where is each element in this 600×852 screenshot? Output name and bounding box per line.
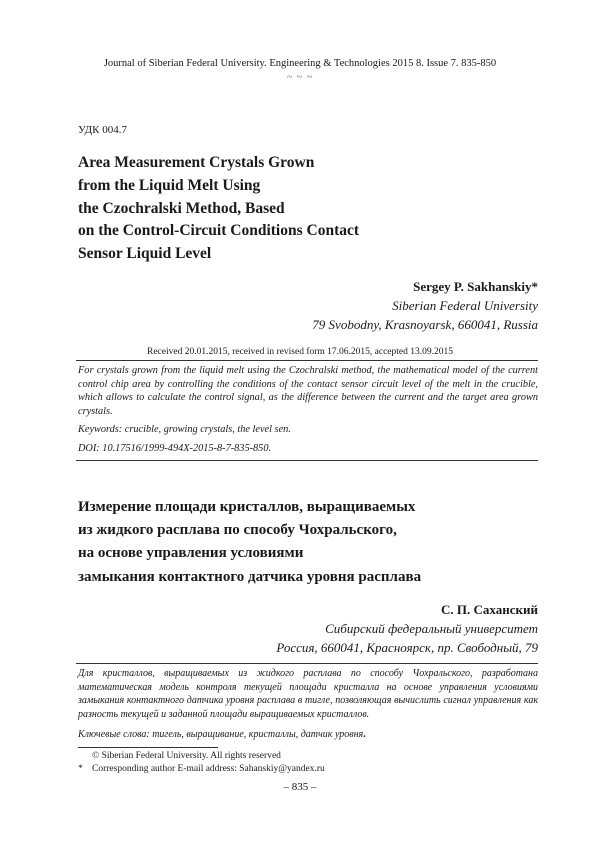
abstract-ru: Для кристаллов, выращиваемых из жидкого расплава по способу Чохральского, разработана математическая модель контроля текущей площади кристалла на основе управления условиями замыкания контактного датчика уровня расплава в тигле, позволяющая вычислить сигнал управления как разность текущей и заданной площади выращиваемых кристаллов. <box>78 668 538 720</box>
keywords-ru <box>78 729 366 740</box>
title-en-line: from the Liquid Melt Using <box>78 176 261 194</box>
keywords-ru-text: Ключевые слова: тигель, выращивание, кристаллы, датчик уровня <box>78 729 364 740</box>
udk-code: УДК 004.7 <box>78 124 128 136</box>
title-ru <box>78 496 421 589</box>
abstract-en: For crystals grown from the liquid melt using the Czochralski method, the mathematical model of the current control chip area by controlling the conditions of the contact sensor circuit level of the melt in the crucible, which allows to calculate the control signal, as the difference between the current and the target area grown crystals. <box>78 365 538 417</box>
author-ru-affiliation: Сибирский федеральный университет <box>325 621 538 636</box>
title-ru-line: на основе управления условиями <box>78 545 304 562</box>
author-en-address: 79 Svobodny, Krasnoyarsk, 660041, Russia <box>312 317 538 332</box>
author-ru-address: Россия, 660041, Красноярск, пр. Свободный, 79 <box>276 640 538 655</box>
footnote-rule <box>78 747 218 748</box>
title-en-line: Area Measurement Crystals Grown <box>78 154 315 171</box>
received-dates: Received 20.01.2015, received in revised form 17.06.2015, accepted 13.09.2015 <box>146 347 454 357</box>
title-en-line: Sensor Liquid Level <box>78 245 212 263</box>
ru-abstract-top-rule <box>76 663 538 664</box>
title-ru-line: замыкания контактного датчика уровня расплава <box>78 568 422 585</box>
title-en <box>78 152 359 266</box>
footnote-asterisk: * <box>78 764 83 774</box>
title-ru-line: из жидкого расплава по способу Чохральского, <box>78 522 397 539</box>
keywords-ru-period: . <box>363 729 366 740</box>
author-en-affiliation: Siberian Federal University <box>392 298 538 313</box>
abstract-bottom-rule <box>76 460 538 461</box>
author-ru-name: С. П. Саханский <box>441 602 538 617</box>
title-en-line: the Czochralski Method, Based <box>78 199 285 217</box>
footnote-corresponding: Corresponding author E-mail address: Sahanskiy@yandex.ru <box>92 764 325 774</box>
journal-header: Journal of Siberian Federal University. Engineering & Technologies 2015 8. Issue 7. 835-850 <box>103 58 497 69</box>
doi: DOI: 10.17516/1999-494X-2015-8-7-835-850. <box>78 443 272 454</box>
title-ru-line: Измерение площади кристаллов, выращиваемых <box>78 499 416 515</box>
keywords-en: Keywords: crucible, growing crystals, the level sen. <box>78 424 291 435</box>
abstract-top-rule <box>76 360 538 361</box>
author-en-name: Sergey P. Sakhanskiy* <box>413 279 538 294</box>
title-en-line: on the Control-Circuit Conditions Contact <box>78 222 360 240</box>
page-number: – 835 – <box>283 781 317 793</box>
header-separator: ~ ~ ~ <box>286 72 314 83</box>
footnote-copyright: © Siberian Federal University. All rights reserved <box>92 751 281 761</box>
